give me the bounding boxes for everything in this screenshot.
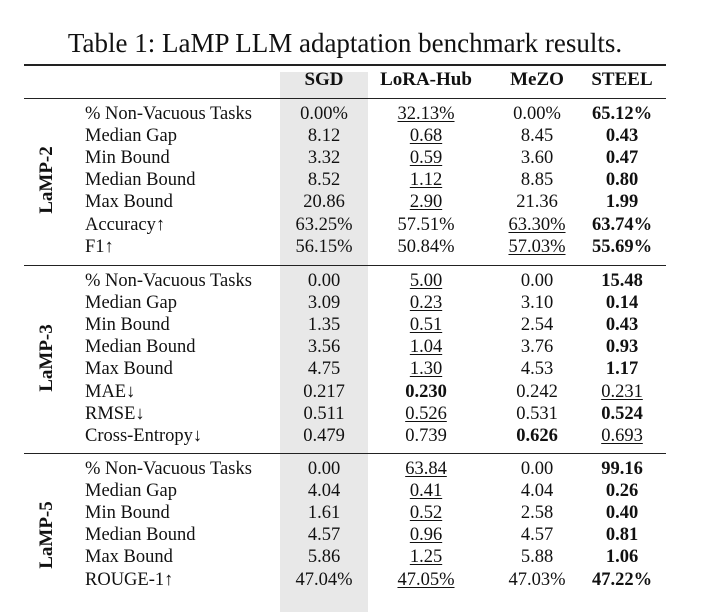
metric-label: % Non-Vacuous Tasks xyxy=(85,103,252,124)
cell-mezo-container xyxy=(498,358,576,380)
cell-sgd-container xyxy=(280,336,368,358)
cell-mezo-container xyxy=(498,236,576,258)
cell-sgd: 4.04 xyxy=(307,480,341,501)
cell-sgd: 3.56 xyxy=(307,337,341,358)
metric-label: MAE↓ xyxy=(85,381,136,402)
cell-lora-hub: 1.25 xyxy=(409,547,443,568)
cell-steel: 1.06 xyxy=(605,547,639,568)
cell-lora-hub-container xyxy=(378,214,474,236)
cell-steel: 0.231 xyxy=(601,381,643,402)
cell-sgd: 3.09 xyxy=(307,292,341,313)
cell-lora-hub: 0.230 xyxy=(405,381,447,402)
metric-label: RMSE↓ xyxy=(85,403,145,424)
cell-steel-container xyxy=(580,480,664,502)
cell-mezo-container xyxy=(498,147,576,169)
cell-mezo: 63.30% xyxy=(508,214,566,235)
cell-lora-hub: 63.84 xyxy=(405,458,447,479)
table-row xyxy=(0,425,710,447)
table-row xyxy=(0,458,710,480)
cell-steel-container xyxy=(580,270,664,292)
cell-mezo-container xyxy=(498,381,576,403)
cell-sgd: 1.35 xyxy=(307,314,341,335)
table-row xyxy=(0,147,710,169)
cell-sgd: 8.52 xyxy=(307,170,341,191)
cell-mezo: 4.04 xyxy=(520,480,554,501)
cell-steel: 0.40 xyxy=(605,502,639,523)
cell-lora-hub-container xyxy=(378,569,474,591)
cell-mezo-container xyxy=(498,336,576,358)
cell-sgd-container xyxy=(280,425,368,447)
cell-steel-container xyxy=(580,214,664,236)
cell-lora-hub: 0.52 xyxy=(409,502,443,523)
table-row xyxy=(0,358,710,380)
cell-sgd: 0.511 xyxy=(303,403,345,424)
cell-steel: 0.81 xyxy=(605,525,639,546)
cell-lora-hub-container xyxy=(378,546,474,568)
cell-steel-container xyxy=(580,236,664,258)
metric-label: F1↑ xyxy=(85,236,114,257)
cell-lora-hub-container xyxy=(378,336,474,358)
cell-steel: 0.47 xyxy=(605,147,639,168)
table-row xyxy=(0,381,710,403)
cell-steel-container xyxy=(580,502,664,524)
cell-sgd-container xyxy=(280,314,368,336)
group-separator-rule xyxy=(24,265,666,266)
metric-label: % Non-Vacuous Tasks xyxy=(85,458,252,479)
cell-mezo-container xyxy=(498,425,576,447)
cell-sgd-container xyxy=(280,169,368,191)
metric-label: Max Bound xyxy=(85,547,173,568)
cell-steel-container xyxy=(580,125,664,147)
cell-steel-container xyxy=(580,314,664,336)
cell-steel: 47.22% xyxy=(591,569,653,590)
metric-label: Accuracy↑ xyxy=(85,214,166,235)
cell-mezo: 4.57 xyxy=(520,525,554,546)
cell-lora-hub: 1.30 xyxy=(409,359,443,380)
cell-sgd-container xyxy=(280,569,368,591)
cell-mezo: 57.03% xyxy=(508,236,566,257)
column-header-mezo: MeZO xyxy=(510,69,564,90)
cell-sgd-container xyxy=(280,125,368,147)
cell-sgd-container xyxy=(280,546,368,568)
cell-mezo: 0.242 xyxy=(516,381,558,402)
cell-lora-hub: 0.51 xyxy=(409,314,443,335)
cell-sgd-container xyxy=(280,191,368,213)
table-row xyxy=(0,270,710,292)
cell-lora-hub-container xyxy=(378,458,474,480)
cell-sgd: 0.00 xyxy=(307,270,341,291)
cell-mezo: 4.53 xyxy=(520,359,554,380)
cell-mezo: 3.76 xyxy=(520,337,554,358)
group-label: LaMP-2 xyxy=(36,146,57,214)
table-row xyxy=(0,169,710,191)
cell-lora-hub: 1.12 xyxy=(409,170,443,191)
table-row xyxy=(0,480,710,502)
cell-mezo-container xyxy=(498,546,576,568)
cell-lora-hub-container xyxy=(378,103,474,125)
cell-sgd: 0.00% xyxy=(300,103,348,124)
cell-lora-hub-container xyxy=(378,403,474,425)
cell-steel: 1.99 xyxy=(605,192,639,213)
cell-lora-hub-container xyxy=(378,292,474,314)
cell-steel: 0.93 xyxy=(605,337,639,358)
cell-steel-container xyxy=(580,425,664,447)
cell-mezo: 47.03% xyxy=(508,569,566,590)
cell-lora-hub: 0.96 xyxy=(409,525,443,546)
metric-label: Min Bound xyxy=(85,502,170,523)
cell-mezo: 0.626 xyxy=(516,425,558,446)
metric-label: Median Gap xyxy=(85,480,177,501)
cell-lora-hub: 0.526 xyxy=(405,403,447,424)
cell-steel-container xyxy=(580,336,664,358)
cell-sgd: 1.61 xyxy=(307,502,341,523)
cell-mezo-container xyxy=(498,169,576,191)
cell-mezo-container xyxy=(498,292,576,314)
cell-lora-hub: 32.13% xyxy=(397,103,455,124)
cell-sgd-container xyxy=(280,381,368,403)
metric-label: Median Bound xyxy=(85,525,196,546)
table-row xyxy=(0,524,710,546)
cell-sgd: 5.86 xyxy=(307,547,341,568)
cell-lora-hub-container xyxy=(378,425,474,447)
cell-lora-hub: 0.23 xyxy=(409,292,443,313)
cell-lora-hub: 50.84% xyxy=(397,236,455,257)
cell-sgd: 47.04% xyxy=(295,569,353,590)
cell-steel-container xyxy=(580,546,664,568)
metric-label: Max Bound xyxy=(85,192,173,213)
cell-sgd-container xyxy=(280,480,368,502)
cell-steel: 0.26 xyxy=(605,480,639,501)
cell-lora-hub: 5.00 xyxy=(409,270,443,291)
cell-mezo-container xyxy=(498,458,576,480)
cell-sgd-container xyxy=(280,270,368,292)
header-rule xyxy=(24,98,666,99)
table-row xyxy=(0,314,710,336)
table-row xyxy=(0,236,710,258)
cell-sgd: 4.57 xyxy=(307,525,341,546)
cell-mezo: 21.36 xyxy=(516,192,558,213)
cell-steel-container xyxy=(580,169,664,191)
cell-sgd-container xyxy=(280,214,368,236)
cell-lora-hub-container xyxy=(378,236,474,258)
cell-lora-hub: 0.68 xyxy=(409,125,443,146)
cell-sgd-container xyxy=(280,524,368,546)
cell-mezo-container xyxy=(498,480,576,502)
cell-steel-container xyxy=(580,381,664,403)
cell-sgd-container xyxy=(280,103,368,125)
cell-lora-hub-container xyxy=(378,502,474,524)
cell-mezo-container xyxy=(498,103,576,125)
cell-mezo-container xyxy=(498,524,576,546)
table-row xyxy=(0,191,710,213)
cell-lora-hub: 2.90 xyxy=(409,192,443,213)
metric-label: % Non-Vacuous Tasks xyxy=(85,270,252,291)
cell-steel-container xyxy=(580,292,664,314)
cell-mezo: 5.88 xyxy=(520,547,554,568)
cell-sgd: 63.25% xyxy=(295,214,353,235)
cell-mezo-container xyxy=(498,502,576,524)
cell-sgd: 0.00 xyxy=(307,458,341,479)
cell-steel-container xyxy=(580,569,664,591)
cell-mezo: 0.531 xyxy=(516,403,558,424)
cell-sgd-container xyxy=(280,147,368,169)
cell-lora-hub-container xyxy=(378,125,474,147)
cell-sgd-container xyxy=(280,403,368,425)
cell-mezo-container xyxy=(498,270,576,292)
cell-sgd: 20.86 xyxy=(303,192,345,213)
cell-sgd-container xyxy=(280,458,368,480)
metric-label: Min Bound xyxy=(85,147,170,168)
group-separator-rule xyxy=(24,453,666,454)
cell-sgd: 4.75 xyxy=(307,359,341,380)
top-rule xyxy=(24,64,666,66)
cell-sgd-container xyxy=(280,236,368,258)
cell-mezo-container xyxy=(498,125,576,147)
cell-mezo-container xyxy=(498,569,576,591)
cell-steel: 0.43 xyxy=(605,125,639,146)
table-row xyxy=(0,214,710,236)
cell-sgd-container xyxy=(280,358,368,380)
cell-steel-container xyxy=(580,458,664,480)
cell-mezo: 8.85 xyxy=(520,170,554,191)
cell-mezo-container xyxy=(498,214,576,236)
cell-mezo-container xyxy=(498,314,576,336)
cell-lora-hub-container xyxy=(378,169,474,191)
metric-label: Cross-Entropy↓ xyxy=(85,425,203,446)
metric-label: Median Bound xyxy=(85,337,196,358)
cell-steel-container xyxy=(580,524,664,546)
cell-sgd-container xyxy=(280,502,368,524)
metric-label: Min Bound xyxy=(85,314,170,335)
cell-lora-hub: 1.04 xyxy=(409,337,443,358)
table-row xyxy=(0,103,710,125)
table-row xyxy=(0,403,710,425)
group-label: LaMP-5 xyxy=(36,501,57,569)
cell-steel: 0.80 xyxy=(605,170,639,191)
cell-steel-container xyxy=(580,147,664,169)
cell-steel: 1.17 xyxy=(605,359,639,380)
cell-mezo: 0.00 xyxy=(520,270,554,291)
cell-steel: 0.43 xyxy=(605,314,639,335)
metric-label: Median Gap xyxy=(85,125,177,146)
cell-mezo: 0.00 xyxy=(520,458,554,479)
table-row xyxy=(0,336,710,358)
cell-sgd: 56.15% xyxy=(295,236,353,257)
cell-lora-hub-container xyxy=(378,191,474,213)
cell-mezo: 3.10 xyxy=(520,292,554,313)
cell-mezo: 3.60 xyxy=(520,147,554,168)
table-row xyxy=(0,502,710,524)
cell-mezo: 2.54 xyxy=(520,314,554,335)
cell-lora-hub: 57.51% xyxy=(397,214,455,235)
cell-steel: 99.16 xyxy=(601,458,643,479)
metric-label: ROUGE-1↑ xyxy=(85,569,174,590)
cell-mezo: 2.58 xyxy=(520,502,554,523)
cell-mezo: 8.45 xyxy=(520,125,554,146)
cell-sgd: 3.32 xyxy=(307,147,341,168)
cell-sgd: 8.12 xyxy=(307,125,341,146)
cell-mezo-container xyxy=(498,191,576,213)
cell-lora-hub: 47.05% xyxy=(397,569,455,590)
cell-lora-hub: 0.41 xyxy=(409,480,443,501)
table-row xyxy=(0,546,710,568)
table-row xyxy=(0,292,710,314)
cell-lora-hub-container xyxy=(378,381,474,403)
cell-lora-hub-container xyxy=(378,524,474,546)
cell-steel: 0.14 xyxy=(605,292,639,313)
cell-lora-hub-container xyxy=(378,314,474,336)
cell-lora-hub: 0.739 xyxy=(405,425,447,446)
cell-steel: 65.12% xyxy=(591,103,653,124)
cell-steel-container xyxy=(580,103,664,125)
cell-steel-container xyxy=(580,358,664,380)
cell-steel-container xyxy=(580,191,664,213)
cell-steel: 15.48 xyxy=(601,270,643,291)
table-row xyxy=(0,125,710,147)
table-caption: Table 1: LaMP LLM adaptation benchmark results. xyxy=(67,28,623,58)
cell-steel-container xyxy=(580,403,664,425)
table-row xyxy=(0,569,710,591)
cell-steel: 0.524 xyxy=(601,403,643,424)
column-header-sgd: SGD xyxy=(304,69,344,90)
cell-lora-hub-container xyxy=(378,480,474,502)
cell-steel: 55.69% xyxy=(591,236,653,257)
metric-label: Max Bound xyxy=(85,359,173,380)
cell-sgd: 0.479 xyxy=(303,425,345,446)
cell-mezo: 0.00% xyxy=(513,103,561,124)
group-label: LaMP-3 xyxy=(36,324,57,393)
cell-steel: 63.74% xyxy=(591,214,653,235)
cell-lora-hub-container xyxy=(378,358,474,380)
cell-lora-hub: 0.59 xyxy=(409,147,443,168)
column-header-steel: STEEL xyxy=(591,69,653,90)
column-header-lora-hub: LoRA-Hub xyxy=(380,69,472,90)
metric-label: Median Gap xyxy=(85,292,177,313)
cell-sgd: 0.217 xyxy=(303,381,345,402)
cell-steel: 0.693 xyxy=(601,425,643,446)
cell-lora-hub-container xyxy=(378,147,474,169)
cell-sgd-container xyxy=(280,292,368,314)
cell-mezo-container xyxy=(498,403,576,425)
cell-lora-hub-container xyxy=(378,270,474,292)
metric-label: Median Bound xyxy=(85,170,196,191)
